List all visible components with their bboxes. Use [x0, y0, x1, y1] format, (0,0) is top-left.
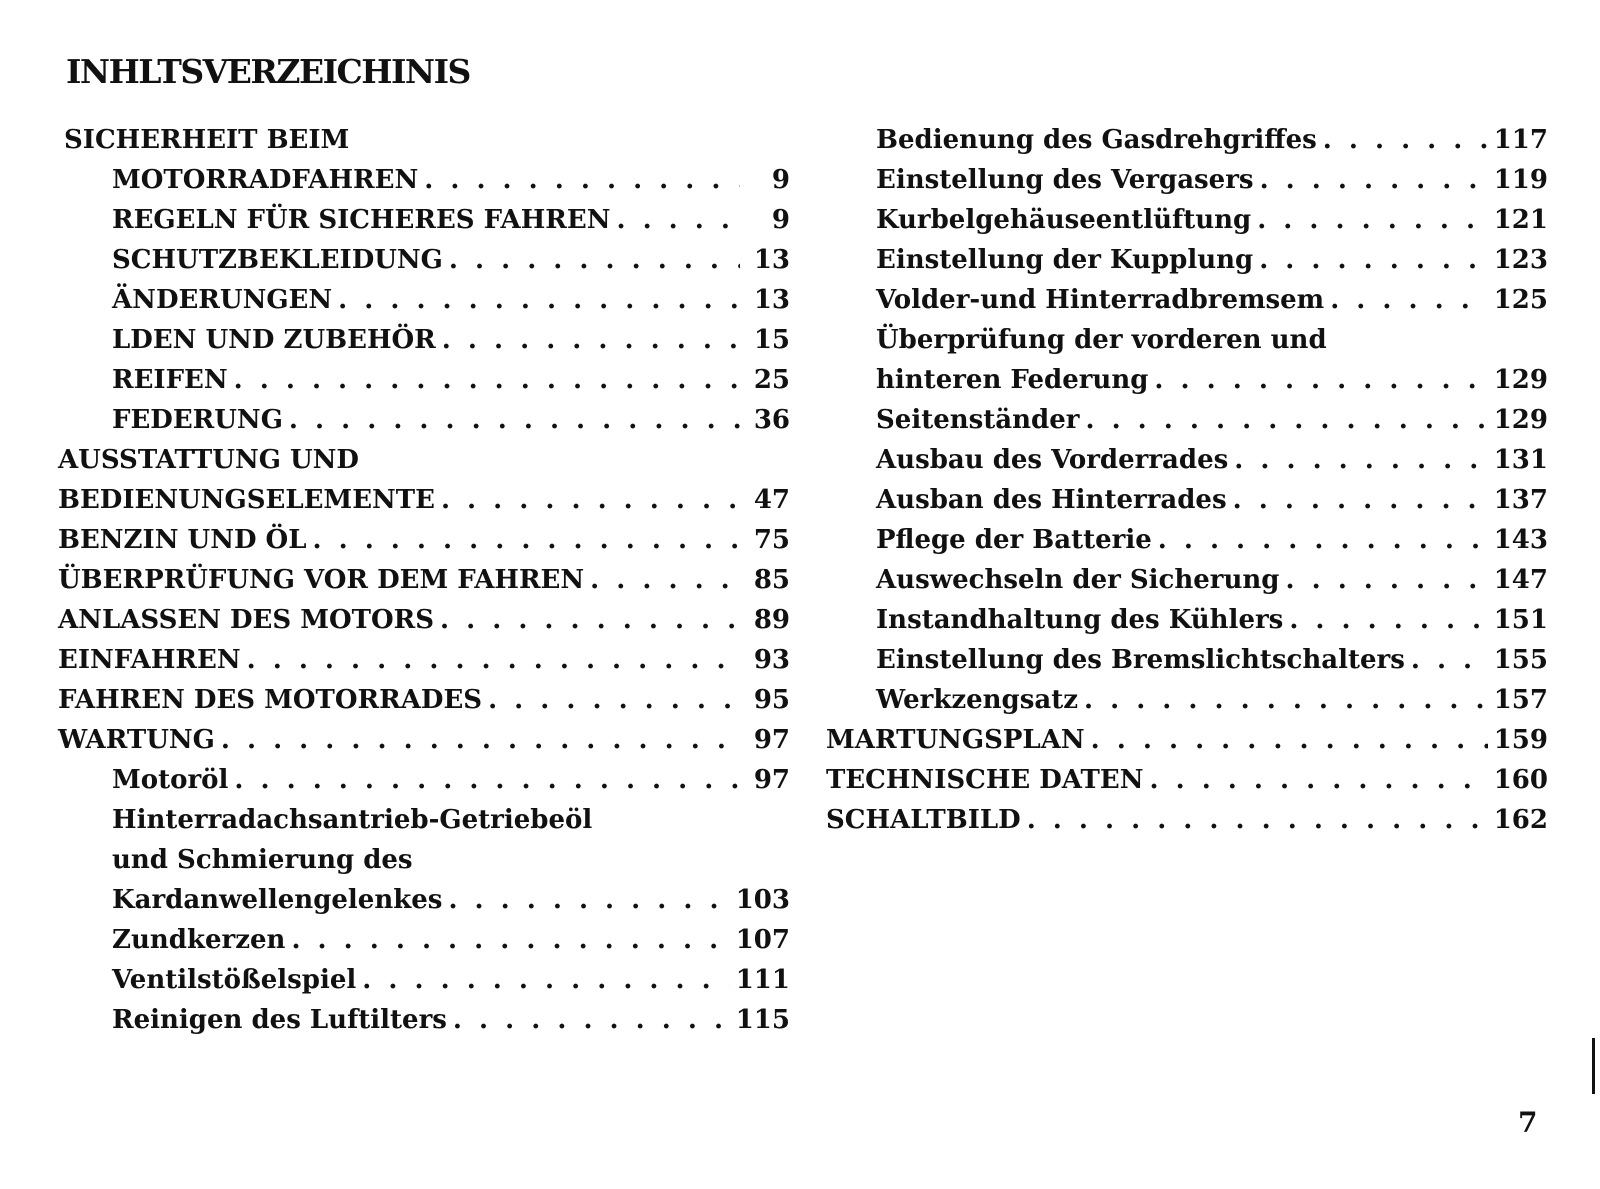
toc-entry[interactable] [58, 120, 790, 160]
toc-entry[interactable] [58, 200, 790, 240]
dot-leader [488, 680, 740, 720]
dot-leader [442, 320, 740, 360]
toc-entry-label: Kurbelgehäuseentlüftung [876, 205, 1252, 235]
toc-entry[interactable] [826, 480, 1548, 520]
toc-entry-page: 107 [735, 925, 790, 955]
dot-leader [1289, 600, 1487, 640]
toc-entry-page: 159 [1493, 725, 1548, 755]
toc-entry[interactable] [58, 440, 790, 480]
toc-entry-page: 119 [1493, 165, 1548, 195]
toc-entry-page: 36 [753, 405, 790, 435]
toc-entry-page: 117 [1493, 125, 1548, 155]
dot-leader [1259, 240, 1488, 280]
dot-leader [291, 920, 729, 960]
toc-entry-page: 121 [1493, 205, 1548, 235]
toc-entry-page: 47 [753, 485, 790, 515]
toc-entry-page: 129 [1493, 365, 1548, 395]
toc-entry-page: 13 [753, 245, 790, 275]
toc-entry-page: 162 [1493, 805, 1548, 835]
toc-entry-label: Bedienung des Gasdrehgriffes [876, 125, 1317, 155]
toc-entry[interactable] [826, 680, 1548, 720]
toc-entry[interactable] [826, 400, 1548, 440]
toc-entry[interactable] [58, 680, 790, 720]
toc-entry[interactable] [826, 520, 1548, 560]
toc-entry[interactable] [58, 720, 790, 760]
dot-leader [616, 200, 740, 240]
toc-entry[interactable] [58, 640, 790, 680]
toc-entry[interactable] [58, 960, 790, 1000]
toc-entry[interactable] [58, 1000, 790, 1040]
dot-leader [1027, 800, 1488, 840]
dot-leader [453, 1000, 730, 1040]
toc-entry[interactable] [58, 920, 790, 960]
toc-entry-label: Kardanwellengelenkes [112, 885, 443, 915]
toc-entry-page: 25 [753, 365, 790, 395]
toc-entry-page: 95 [753, 685, 790, 715]
toc-entry[interactable] [58, 760, 790, 800]
dot-leader [1234, 440, 1487, 480]
toc-entry-page: 155 [1493, 645, 1548, 675]
dot-leader [1260, 160, 1488, 200]
toc-entry[interactable] [826, 440, 1548, 480]
dot-leader [449, 240, 740, 280]
dot-leader [1323, 120, 1488, 160]
toc-entry-label: AUSSTATTUNG UND [58, 445, 359, 475]
toc-entry-label: Auswechseln der Sicherung [876, 565, 1280, 595]
toc-entry-label: REGELN FÜR SICHERES FAHREN [112, 205, 611, 235]
toc-entry-page: 151 [1493, 605, 1548, 635]
toc-entry-label: Ausbau des Vorderrades [876, 445, 1229, 475]
toc-entry-page: 123 [1493, 245, 1548, 275]
toc-entry-label: Zundkerzen [112, 925, 286, 955]
toc-entry-label: Einstellung des Vergasers [876, 165, 1254, 195]
toc-entry-label: MARTUNGSPLAN [826, 725, 1085, 755]
toc-entry[interactable] [58, 520, 790, 560]
toc-entry[interactable] [826, 320, 1548, 360]
toc-entry-page: 157 [1493, 685, 1548, 715]
toc-entry-label: BEDIENUNGSELEMENTE [58, 485, 435, 515]
dot-leader [1158, 520, 1488, 560]
toc-entry[interactable] [826, 560, 1548, 600]
toc-entry[interactable] [826, 360, 1548, 400]
toc-entry-page: 125 [1493, 285, 1548, 315]
toc-entry-label: SCHALTBILD [826, 805, 1021, 835]
toc-entry[interactable] [826, 640, 1548, 680]
toc-entry[interactable] [58, 560, 790, 600]
toc-entry[interactable] [58, 600, 790, 640]
dot-leader [440, 600, 740, 640]
dot-leader [234, 760, 740, 800]
toc-entry-label: REIFEN [112, 365, 228, 395]
toc-entry-page: 15 [753, 325, 790, 355]
toc-entry-label: WARTUNG [58, 725, 215, 755]
toc-entry-label: FAHREN DES MOTORRADES [58, 685, 483, 715]
page-edge-mark [1592, 1038, 1595, 1094]
toc-entry-label: Ventilstößelspiel [112, 965, 357, 995]
toc-entry[interactable] [826, 160, 1548, 200]
toc-entry-page: 9 [771, 205, 790, 235]
toc-entry-label: hinteren Federung [876, 365, 1149, 395]
toc-entry-page: 9 [771, 165, 790, 195]
toc-entry[interactable] [58, 160, 790, 200]
dot-leader [448, 880, 729, 920]
toc-entry-label: BENZIN UND ÖL [58, 525, 307, 555]
toc-entry-label: ANLASSEN DES MOTORS [58, 605, 435, 635]
toc-entry-label: ÜBERPRÜFUNG VOR DEM FAHREN [58, 565, 585, 595]
dot-leader [1154, 360, 1487, 400]
toc-entry-page: 75 [753, 525, 790, 555]
toc-entry-page: 147 [1493, 565, 1548, 595]
toc-entry-page: 111 [735, 965, 790, 995]
toc-entry[interactable] [58, 800, 790, 840]
toc-entry-label: FEDERUNG [112, 405, 283, 435]
dot-leader [441, 480, 740, 520]
toc-entry-label: Einstellung des Bremslichtschalters [876, 645, 1405, 675]
toc-entry[interactable] [58, 400, 790, 440]
toc-entry-label: MOTORRADFAHREN [112, 165, 419, 195]
toc-entry-label: Hinterradachsantrieb-Getriebeöl [112, 805, 593, 835]
page-number: 7 [1518, 1106, 1538, 1139]
toc-entry[interactable] [58, 320, 790, 360]
toc-entry-label: Instandhaltung des Kühlers [876, 605, 1284, 635]
toc-right-column [826, 120, 1548, 840]
toc-entry[interactable] [58, 240, 790, 280]
toc-entry-label: und Schmierung des [112, 845, 413, 875]
toc-left-column [58, 120, 790, 1040]
dot-leader [1091, 720, 1488, 760]
dot-leader [338, 280, 740, 320]
toc-entry-label: Werkzengsatz [876, 685, 1078, 715]
toc-entry-page: 115 [735, 1005, 790, 1035]
toc-entry-page: 103 [735, 885, 790, 915]
dot-leader [289, 400, 740, 440]
toc-entry-page: 143 [1493, 525, 1548, 555]
toc-entry-page: 131 [1493, 445, 1548, 475]
toc-entry-label: Ausban des Hinterrades [876, 485, 1227, 515]
toc-entry-label: Volder-und Hinterradbremsem [876, 285, 1325, 315]
toc-entry-page: 160 [1493, 765, 1548, 795]
dot-leader [1330, 280, 1488, 320]
toc-entry[interactable] [58, 840, 790, 880]
toc-entry-label: Einstellung der Kupplung [876, 245, 1254, 275]
dot-leader [1085, 400, 1487, 440]
toc-entry-label: Pflege der Batterie [876, 525, 1152, 555]
toc-entry-page: 13 [753, 285, 790, 315]
toc-entry-page: 129 [1493, 405, 1548, 435]
toc-entry-label: Überprüfung der vorderen und [876, 325, 1327, 355]
dot-leader [1233, 480, 1488, 520]
toc-entry-label: Seitenständer [876, 405, 1080, 435]
dot-leader [424, 160, 740, 200]
dot-leader [1285, 560, 1487, 600]
toc-entry-label: SICHERHEIT BEIM [64, 125, 350, 155]
toc-entry-label: LDEN UND ZUBEHÖR [112, 325, 436, 355]
dot-leader [1411, 640, 1488, 680]
toc-entry[interactable] [826, 280, 1548, 320]
toc-entry-page: 93 [753, 645, 790, 675]
dot-leader [1257, 200, 1488, 240]
toc-entry-page: 137 [1493, 485, 1548, 515]
toc-entry[interactable] [58, 480, 790, 520]
toc-entry-label: SCHUTZBEKLEIDUNG [112, 245, 443, 275]
dot-leader [234, 360, 740, 400]
toc-entry[interactable] [58, 360, 790, 400]
toc-entry-label: Motoröl [112, 765, 229, 795]
toc-entry[interactable] [58, 280, 790, 320]
toc-entry[interactable] [826, 120, 1548, 160]
toc-entry[interactable] [826, 240, 1548, 280]
toc-entry-page: 97 [753, 725, 790, 755]
toc-entry[interactable] [826, 720, 1548, 760]
toc-entry[interactable] [58, 880, 790, 920]
page-title: INHLTSVERZEICHINIS [66, 52, 470, 91]
dot-leader [590, 560, 740, 600]
dot-leader [221, 720, 740, 760]
toc-entry-page: 97 [753, 765, 790, 795]
toc-entry-label: EINFAHREN [58, 645, 241, 675]
dot-leader [247, 640, 740, 680]
toc-entry-label: ÄNDERUNGEN [112, 285, 333, 315]
toc-entry[interactable] [826, 800, 1548, 840]
toc-entry-label: Reinigen des Luftilters [112, 1005, 447, 1035]
dot-leader [1149, 760, 1487, 800]
toc-entry[interactable] [826, 600, 1548, 640]
toc-entry-page: 89 [753, 605, 790, 635]
dot-leader [362, 960, 729, 1000]
toc-entry[interactable] [826, 200, 1548, 240]
toc-entry-label: TECHNISCHE DATEN [826, 765, 1144, 795]
toc-entry-page: 85 [753, 565, 790, 595]
dot-leader [1084, 680, 1488, 720]
dot-leader [313, 520, 741, 560]
toc-entry[interactable] [826, 760, 1548, 800]
